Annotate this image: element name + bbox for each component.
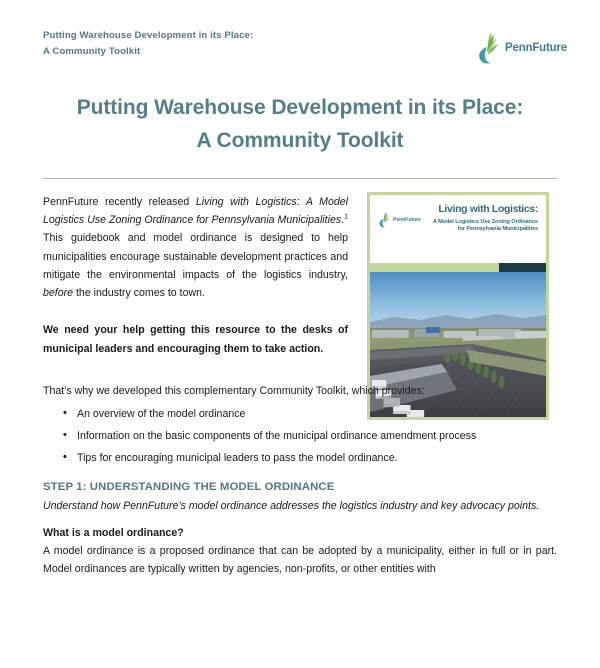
pennfuture-logo-text: PennFuture xyxy=(505,42,567,54)
footnote-marker-1: 1 xyxy=(344,213,348,221)
intro-p1-text1: PennFuture recently released xyxy=(43,196,196,208)
book-cover-subtitle-line2: for Pennsylvania Municipalities xyxy=(457,226,538,233)
model-ordinance-question: What is a model ordinance? xyxy=(43,526,184,539)
intro-paragraph-1 xyxy=(43,193,348,302)
list-item: • An overview of the model ordinance xyxy=(77,405,557,423)
toolkit-bullet-list xyxy=(43,405,557,468)
intro-p1-text2: . xyxy=(341,214,345,227)
list-item: • Tips for encouraging municipal leaders to pass the model ordinance. xyxy=(77,449,557,467)
pennfuture-logo xyxy=(472,28,567,68)
step-1-heading: STEP 1: UNDERSTANDING THE MODEL ORDINANCE xyxy=(43,480,335,493)
call-to-action-paragraph: We need your help getting this resource to the desks of municipal leaders and encouraging them to take action. xyxy=(43,324,348,355)
running-header-line1: Putting Warehouse Development in its Place: xyxy=(43,30,254,41)
running-header-text xyxy=(43,28,343,60)
intro-p1-italic1: Living with Logistics: A Model Logistics Use Zoning Ordinance for Pennsylvania Municipalities xyxy=(43,196,348,227)
intro-p1-text4: the industry comes to town. xyxy=(73,287,205,300)
book-cover-subtitle-line1: A Model Logistics Use Zoning Ordinance xyxy=(432,218,538,225)
running-header-line2: A Community Toolkit xyxy=(43,45,141,57)
page-title-line2: A Community Toolkit xyxy=(196,128,404,152)
page-title-line1: Putting Warehouse Development in its Place: xyxy=(76,96,524,119)
list-item: • Information on the basic components of the municipal ordinance amendment process xyxy=(77,427,557,445)
pennfuture-leaf-icon xyxy=(472,30,502,66)
toolkit-lead-in: That’s why we developed this complementary Community Toolkit, which provides: xyxy=(43,384,425,397)
document-body xyxy=(43,193,557,589)
page-title xyxy=(43,92,557,157)
title-divider xyxy=(43,178,557,179)
intro-p1-italic2: before xyxy=(43,287,74,300)
book-cover-logo-text: PennFuture xyxy=(393,216,421,223)
intro-p1-text3: This guidebook and model ordinance is designed to help municipalities encourage sustainable development practices and mitigate the environmental impacts of the logistics industry, xyxy=(43,232,348,281)
step-1-subheading: Understand how PennFuture’s model ordinance addresses the logistics industry and key advocacy points. xyxy=(43,499,540,512)
model-ordinance-answer: A model ordinance is a proposed ordinance that can be adopted by a municipality, either in full or in part. Model ordinances are typically written by agencies, non-profits, or other entities with xyxy=(43,544,557,576)
book-cover-title: Living with Logistics: xyxy=(438,204,538,215)
